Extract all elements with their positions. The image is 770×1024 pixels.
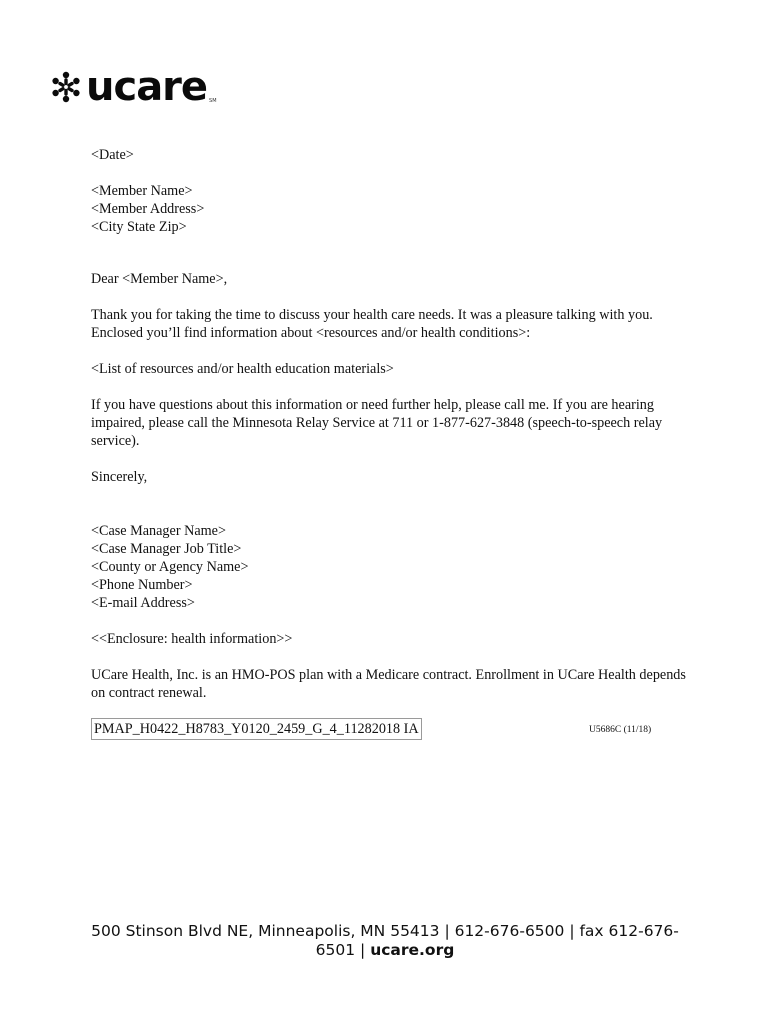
material-id-box: PMAP_H0422_H8783_Y0120_2459_G_4_11282018 IA	[91, 718, 422, 740]
disclaimer: UCare Health, Inc. is an HMO-POS plan with a Medicare contract. Enrollment in UCare Health depends on contract renewal.	[91, 667, 686, 701]
email-address: <E-mail Address>	[91, 595, 195, 611]
salutation: Dear <Member Name>,	[91, 271, 228, 287]
paragraph-help: If you have questions about this information or need further help, please call me. If you are hearing impaired, please call the Minnesota Relay Service at 711 or 1-877-627-3848 (speech-to-speech relay service).	[91, 397, 663, 449]
resources-list: <List of resources and/or health education materials>	[91, 361, 394, 377]
county-agency: <County or Agency Name>	[91, 559, 249, 575]
logo-wordmark: ucare	[86, 64, 208, 110]
paragraph-intro: Thank you for taking the time to discuss your health care needs. It was a pleasure talking with you. Enclosed you’ll find information about <resources and/or health conditions>:	[91, 307, 653, 341]
address-line: 500 Stinson Blvd NE, Minneapolis, MN 55413 | 612-676-6500 | fax 612-676-6501 |	[91, 922, 679, 959]
service-mark: SM	[209, 98, 217, 104]
phone-number: <Phone Number>	[91, 577, 193, 593]
member-name: <Member Name>	[91, 183, 193, 199]
case-manager-title: <Case Manager Job Title>	[91, 541, 242, 557]
asterisk-starburst-icon	[48, 69, 84, 105]
city-state-zip: <City State Zip>	[91, 219, 187, 235]
ucare-logo	[48, 62, 217, 112]
form-code: U5686C (11/18)	[589, 725, 652, 735]
member-address: <Member Address>	[91, 201, 205, 217]
closing: Sincerely,	[91, 469, 148, 485]
letter-date: <Date>	[91, 147, 134, 163]
case-manager-name: <Case Manager Name>	[91, 523, 226, 539]
footer-address	[90, 922, 680, 960]
codes-row	[91, 718, 671, 742]
letter-body	[91, 146, 691, 702]
enclosure-note: <<Enclosure: health information>>	[91, 631, 293, 647]
website-link[interactable]: ucare.org	[370, 941, 455, 959]
